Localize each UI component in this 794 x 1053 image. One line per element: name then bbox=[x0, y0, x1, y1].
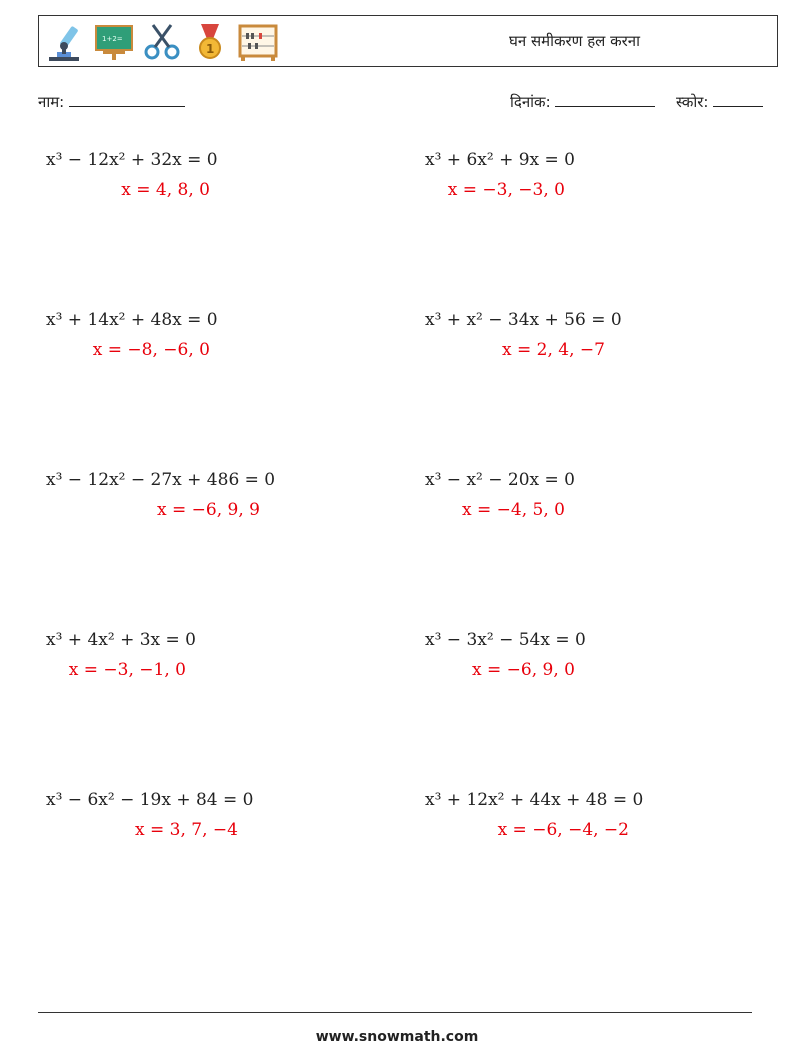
problem-answer: x = −6, 9, 9 bbox=[157, 500, 260, 520]
problem-equation: x³ + 4x² + 3x = 0 bbox=[46, 630, 196, 650]
name-blank-line[interactable] bbox=[69, 92, 185, 107]
problem-answer: x = −8, −6, 0 bbox=[92, 340, 210, 360]
problem-answer: x = 3, 7, −4 bbox=[135, 820, 238, 840]
problem-answer: x = −4, 5, 0 bbox=[462, 500, 565, 520]
problem-equation: x³ − x² − 20x = 0 bbox=[425, 470, 575, 490]
footer-divider bbox=[38, 1012, 752, 1013]
problem-4 bbox=[425, 310, 622, 370]
problem-6 bbox=[425, 470, 575, 530]
problem-equation: x³ + 12x² + 44x + 48 = 0 bbox=[425, 790, 644, 810]
svg-text:1+2=: 1+2= bbox=[102, 35, 123, 43]
footer-url[interactable]: www.snowmath.com bbox=[315, 1029, 479, 1045]
problem-equation: x³ − 6x² − 19x + 84 = 0 bbox=[46, 790, 254, 810]
problem-10 bbox=[425, 790, 644, 850]
date-blank-line[interactable] bbox=[555, 92, 655, 107]
problem-7 bbox=[46, 630, 196, 690]
microscope-icon bbox=[45, 21, 87, 63]
date-field bbox=[510, 92, 655, 112]
abacus-icon bbox=[237, 21, 279, 63]
svg-text:1: 1 bbox=[206, 42, 215, 56]
chalkboard-icon bbox=[93, 21, 135, 63]
problem-equation: x³ − 3x² − 54x = 0 bbox=[425, 630, 586, 650]
score-label: स्कोर: bbox=[676, 93, 709, 111]
problem-equation: x³ + 6x² + 9x = 0 bbox=[425, 150, 575, 170]
problem-answer: x = −6, 9, 0 bbox=[472, 660, 575, 680]
problem-equation: x³ − 12x² + 32x = 0 bbox=[46, 150, 218, 170]
score-field bbox=[676, 92, 763, 112]
score-blank-line[interactable] bbox=[713, 92, 763, 107]
name-field bbox=[38, 92, 185, 112]
problem-5 bbox=[46, 470, 276, 530]
problem-3 bbox=[46, 310, 218, 370]
problem-equation: x³ + 14x² + 48x = 0 bbox=[46, 310, 218, 330]
problem-2 bbox=[425, 150, 575, 210]
name-label: नाम: bbox=[38, 93, 65, 111]
problem-1 bbox=[46, 150, 218, 210]
problem-answer: x = 4, 8, 0 bbox=[121, 180, 210, 200]
problem-9 bbox=[46, 790, 254, 850]
problem-equation: x³ + x² − 34x + 56 = 0 bbox=[425, 310, 622, 330]
problem-answer: x = −3, −3, 0 bbox=[447, 180, 565, 200]
problem-answer: x = −3, −1, 0 bbox=[68, 660, 186, 680]
problem-8 bbox=[425, 630, 586, 690]
medal-icon bbox=[189, 21, 231, 63]
worksheet-title: घन समीकरण हल करना bbox=[509, 32, 640, 50]
header-icons bbox=[45, 20, 279, 64]
scissors-icon bbox=[141, 21, 183, 63]
problem-answer: x = 2, 4, −7 bbox=[502, 340, 605, 360]
problem-equation: x³ − 12x² − 27x + 486 = 0 bbox=[46, 470, 276, 490]
worksheet-header bbox=[38, 15, 778, 67]
problem-answer: x = −6, −4, −2 bbox=[497, 820, 629, 840]
date-label: दिनांक: bbox=[510, 93, 551, 111]
